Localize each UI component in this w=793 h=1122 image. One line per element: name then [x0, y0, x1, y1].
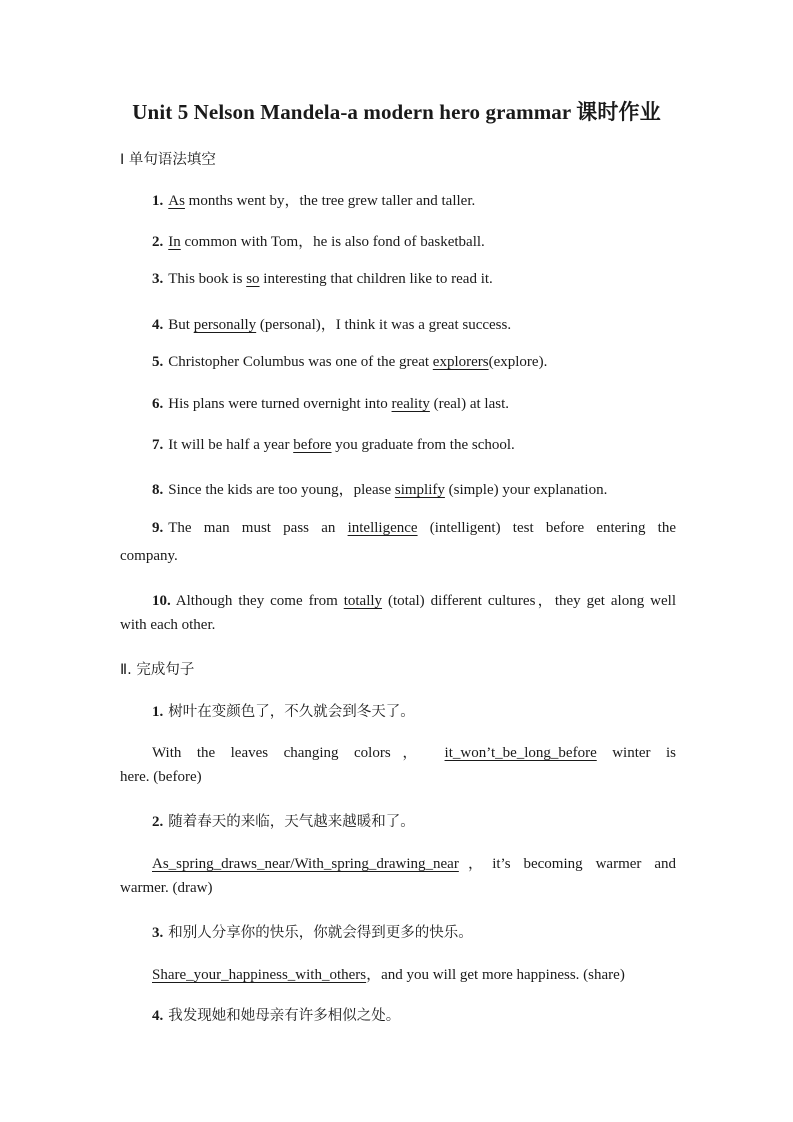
list-item: 5. Christopher Columbus was one of the great explorers(explore). [152, 354, 548, 370]
translation-line: With the leaves changing colors， it_won’t_be_long_before winter is [152, 745, 676, 761]
answer-text: personally [193, 317, 257, 333]
translation-continuation: warmer. (draw) [120, 880, 213, 896]
list-item: 9. The man must pass an intelligence (intelligent) test before entering the [152, 520, 677, 536]
answer-text: Share_your_happiness_with_others [152, 967, 367, 983]
list-item: 3. 和别人分享你的快乐，你就会得到更多的快乐。 [152, 925, 473, 941]
answer-text: totally [343, 593, 383, 609]
answer-text: intelligence [347, 520, 418, 536]
list-item: 8. Since the kids are too young，please simplify (simple) your explanation. [152, 482, 608, 498]
list-item: 10. Although they come from totally (total) different cultures，they get along well [152, 593, 676, 609]
answer-text: simplify [394, 482, 445, 498]
page-title: Unit 5 Nelson Mandela-a modern hero grammar 课时作业 [132, 100, 661, 124]
section-heading-fill-blanks: I 单句语法填空 [120, 152, 216, 168]
list-item: 2. In common with Tom，he is also fond of basketball. [152, 234, 485, 250]
list-item-continuation: company. [120, 548, 178, 564]
list-item: 1. As months went by，the tree grew taller and taller. [152, 193, 476, 209]
answer-text: so [246, 271, 260, 287]
answer-text: before [293, 437, 332, 453]
answer-text: As_spring_draws_near/With_spring_drawing_near [152, 856, 459, 872]
list-item: 6. His plans were turned overnight into reality (real) at last. [152, 396, 509, 412]
answer-text: In [168, 234, 181, 250]
translation-continuation: here. (before) [120, 769, 202, 785]
list-item: 7. It will be half a year before you graduate from the school. [152, 437, 515, 453]
section-heading-complete-sentences: Ⅱ. 完成句子 [120, 662, 195, 678]
translation-line: Share_your_happiness_with_others，and you will get more happiness. (share) [152, 967, 625, 983]
answer-text: it_won’t_be_long_before [444, 745, 597, 761]
list-item: 3. This book is so interesting that children like to read it. [152, 271, 493, 287]
list-item: 2. 随着春天的来临，天气越来越暖和了。 [152, 814, 415, 830]
list-item: 4. 我发现她和她母亲有许多相似之处。 [152, 1008, 401, 1024]
list-item: 4. But personally (personal)，I think it was a great success. [152, 317, 512, 333]
list-item-continuation: with each other. [120, 617, 216, 633]
list-item: 1. 树叶在变颜色了，不久就会到冬天了。 [152, 704, 415, 720]
answer-text: As [168, 193, 185, 209]
translation-line: As_spring_draws_near/With_spring_drawing_near，it’s becoming warmer and [152, 856, 676, 872]
answer-text: reality [391, 396, 430, 412]
answer-text: explorers [432, 354, 489, 370]
